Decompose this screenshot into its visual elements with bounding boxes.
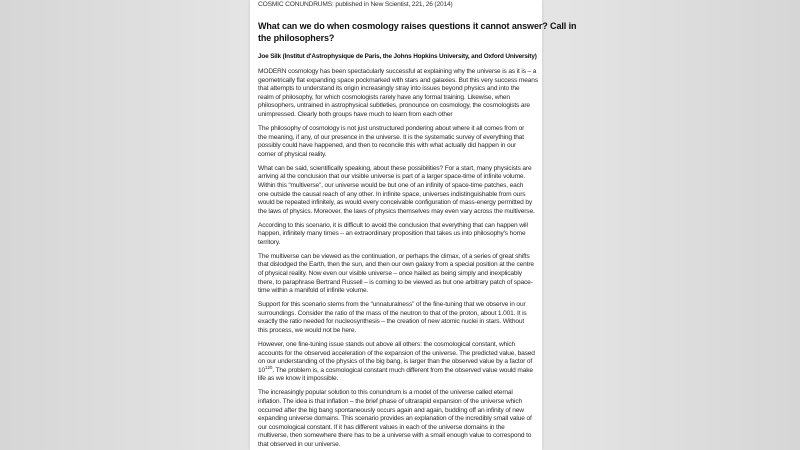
paragraph: [258, 68, 542, 120]
paragraph-line: arriving at the conclusion that our visible universe is part of a larger space-time of infinite volume.: [258, 173, 526, 181]
paragraph-line: corner of physical reality.: [258, 150, 327, 158]
article-body: [258, 68, 542, 336]
title-line: the philosophers?: [258, 32, 335, 43]
paragraph-line: one outside the causal reach of any other. In infinite space, universes indistinguishable from ours: [258, 190, 526, 198]
paragraph-line: However, one fine-tuning issue stands out above all others: the cosmological constant, which: [258, 340, 516, 348]
article-title: [258, 21, 577, 44]
paragraph-line: would be repeated infinitely, as would every conceivable configuration of mass-energy permitted by: [258, 199, 532, 207]
paragraph-line: MODERN cosmology has been spectacularly successful at explaining why the universe is as it is – a: [258, 68, 537, 75]
paragraph-line: accounts for the observed acceleration of the expansion of the universe. The predicted value, based: [258, 349, 535, 357]
paragraph-line: According to this scenario, it is difficult to avoid the conclusion that everything that can happen will: [258, 221, 528, 229]
paragraph-line: that observed in our universe.: [258, 440, 341, 448]
paragraph-line: Support for this scenario stems from the “unnaturalness” of the fine-tuning that we observe in our: [258, 301, 526, 309]
paragraph-line: inflation. The idea is that inflation – the brief phase of ultrarapid expansion of the universe which: [258, 397, 523, 405]
paragraph-line: on our understanding of the physics of the big bang, is larger than the observed value by a factor of: [258, 358, 533, 366]
paragraph-line: of physical reality. Now even our visible universe – once hailed as being simply and inexplicably: [258, 270, 522, 278]
paragraph-line: multiverse, then somewhere there has to be a universe with a small enough value to correspond to: [258, 432, 532, 440]
paragraph: [258, 341, 542, 384]
paragraph: [258, 253, 542, 296]
paragraph-line: The increasingly popular solution to this conundrum is a model of the universe called eternal: [258, 389, 513, 397]
publication-header: COSMIC CONUNDRUMS: published in New Scientist, 221, 26 (2014): [258, 1, 453, 8]
paragraph: [258, 125, 542, 159]
paragraph-line: our cosmological constant. If it has different values in each of the universe domains in the: [258, 423, 505, 431]
paragraph-line: that dislodged the Earth, then the sun, and then our own galaxy from a special position at the centre: [258, 261, 534, 269]
paragraph: [258, 301, 542, 335]
power-base: 10: [258, 366, 266, 374]
paragraph-line: expanding universe domains. This scenario provides an explanation of the incredibly small value of: [258, 415, 532, 423]
paragraph-line: possibly could have happened, and then to reconcile this with what actually did happen in our: [258, 142, 517, 150]
paragraph-line: the meaning, if any, of our presence in the universe. It is the systematic survey of everything that: [258, 133, 524, 141]
paragraph: [258, 222, 542, 248]
line-text: . The problem is, a cosmological constant much different from the observed value would make: [272, 366, 533, 374]
document-page: [250, 0, 577, 450]
paragraph-line: unimpressed. Clearly both groups have much to learn from each other: [258, 110, 453, 118]
paragraph-line: [258, 364, 542, 376]
paragraph-line: realm of philosophy, for which cosmologists rarely have any formal training. Likewise, when: [258, 93, 510, 101]
paragraph-line: Within this “multiverse”, our universe would be but one of an infinity of space-time patches, each: [258, 181, 524, 189]
author-line: Joe Silk (Institut d'Astrophysique de Paris, the Johns Hopkins University, and Oxford University): [258, 53, 537, 60]
paragraph-line: life as we know it impossible.: [258, 375, 339, 383]
paragraph: [258, 389, 542, 449]
paragraph-line: that attempts to understand its origin increasingly stray into issues beyond physics and into the: [258, 85, 520, 93]
paragraph-line: territory.: [258, 238, 281, 246]
paragraph-line: happen, infinitely many times – an extraordinary proposition that takes us into philosophy's home: [258, 230, 526, 238]
paragraph-line: occurred after the big bang spontaneously occurs again and again, budding off an infinity of new: [258, 406, 524, 414]
paragraph-line: surroundings. Consider the ratio of the mass of the neutron to that of the proton, about 1.001. It is: [258, 309, 527, 317]
paragraph-line: the laws of physics. Moreover, the laws of physics themselves may even vary across the multiverse.: [258, 207, 535, 215]
paragraph-line: there, to paraphrase Bertrand Russell – is coming to be viewed as but one arbitrary patch of space-: [258, 278, 533, 286]
document-content: [250, 0, 577, 449]
paragraph-line: The philosophy of cosmology is not just unstructured pondering about where it all comes from or: [258, 124, 525, 132]
paragraph-line: time within a manifold of infinite volume.: [258, 287, 369, 295]
power-exponent: 120: [265, 364, 273, 370]
paragraph-line: exactly the ratio needed for nucleosynthesis – the creation of new atomic nuclei in stars. Without: [258, 318, 525, 326]
paragraph-line: this process, we would not be here.: [258, 326, 357, 334]
title-line: What can we do when cosmology raises questions it cannot answer? Call in: [258, 21, 577, 31]
paragraph-line: philosophers, untrained in astrophysical subtleties, pronounce on cosmology, the cosmologists are: [258, 102, 530, 110]
paragraph: [258, 165, 542, 217]
paragraph-line: What can be said, scientifically speaking, about these possibilities? For a start, many physicists are: [258, 164, 532, 172]
paragraph-line: The multiverse can be viewed as the continuation, or perhaps the climax, of a series of great shifts: [258, 252, 530, 260]
paragraph-line: geometrically flat expanding space pockmarked with stars and galaxies. But this very success means: [258, 76, 538, 84]
